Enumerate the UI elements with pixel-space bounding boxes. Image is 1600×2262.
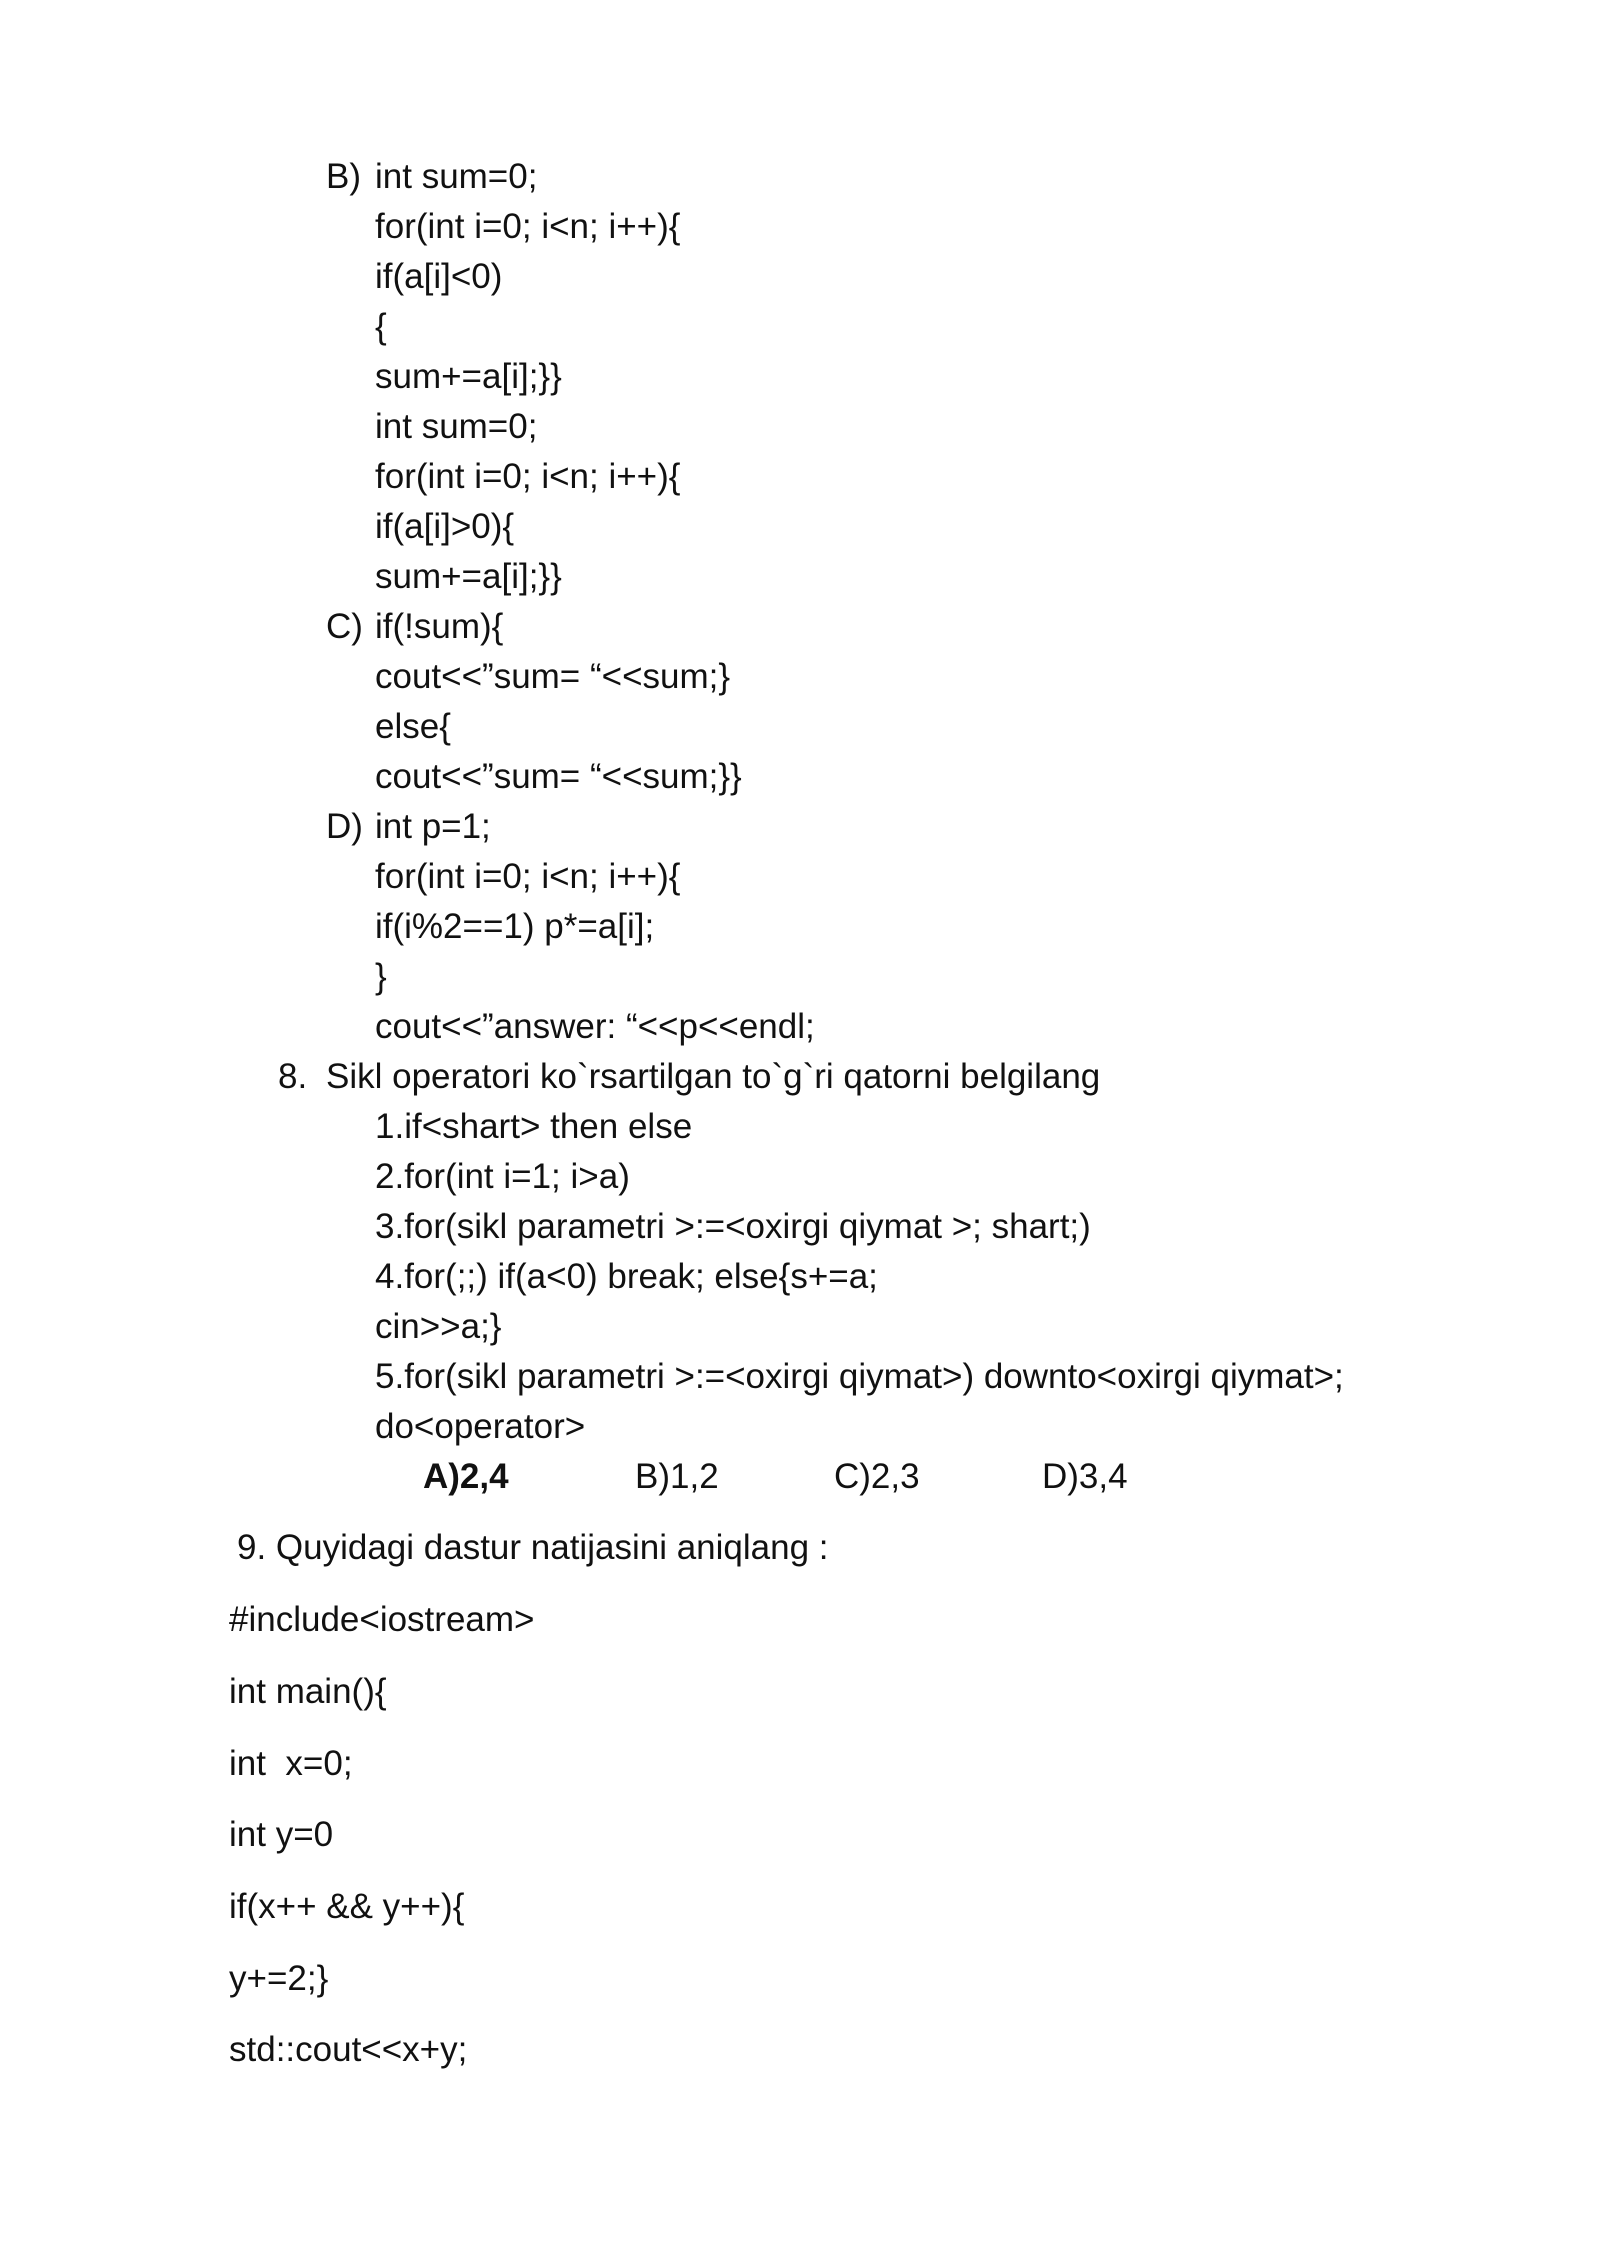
code-line: { bbox=[375, 307, 387, 346]
code-line: cout<<”sum= “<<sum;}} bbox=[375, 757, 742, 796]
code-line: else{ bbox=[375, 707, 451, 746]
q9-code-line: int x=0; bbox=[229, 1744, 353, 1783]
option-d-letter: D) bbox=[326, 807, 363, 846]
question-8-item: do<operator> bbox=[375, 1407, 586, 1446]
code-line: sum+=a[i];}} bbox=[375, 557, 562, 596]
question-8-item: 2.for(int i=1; i>a) bbox=[375, 1157, 630, 1196]
code-line: if(i%2==1) p*=a[i]; bbox=[375, 907, 655, 946]
code-line: int p=1; bbox=[375, 807, 491, 846]
code-line: for(int i=0; i<n; i++){ bbox=[375, 857, 681, 896]
code-line: if(!sum){ bbox=[375, 607, 504, 646]
question-8-text: Sikl operatori ko`rsartilgan to`g`ri qatorni belgilang bbox=[326, 1057, 1101, 1096]
q9-code-line: y+=2;} bbox=[229, 1959, 329, 1998]
question-8-item: 1.if<shart> then else bbox=[375, 1107, 693, 1146]
question-8-number: 8. bbox=[278, 1057, 308, 1096]
answer-a: A)2,4 bbox=[423, 1457, 509, 1496]
option-b-letter: B) bbox=[326, 157, 361, 196]
question-8-item: 5.for(sikl parametri >:=<oxirgi qiymat>) downto<oxirgi qiymat>; bbox=[375, 1357, 1344, 1396]
code-line: for(int i=0; i<n; i++){ bbox=[375, 457, 681, 496]
option-c-letter: C) bbox=[326, 607, 363, 646]
code-line: if(a[i]>0){ bbox=[375, 507, 515, 546]
q9-code-line: std::cout<<x+y; bbox=[229, 2030, 468, 2069]
question-8-item: 4.for(;;) if(a<0) break; else{s+=a; bbox=[375, 1257, 878, 1296]
question-8-item: 3.for(sikl parametri >:=<oxirgi qiymat >; shart;) bbox=[375, 1207, 1091, 1246]
code-line: int sum=0; bbox=[375, 407, 538, 446]
code-line: for(int i=0; i<n; i++){ bbox=[375, 207, 681, 246]
question-8-item: cin>>a;} bbox=[375, 1307, 502, 1346]
code-line: cout<<”sum= “<<sum;} bbox=[375, 657, 731, 696]
code-line: if(a[i]<0) bbox=[375, 257, 503, 296]
q9-code-line: int y=0 bbox=[229, 1815, 334, 1854]
code-line: } bbox=[375, 957, 387, 996]
answer-d: D)3,4 bbox=[1042, 1457, 1128, 1496]
q9-code-line: int main(){ bbox=[229, 1672, 387, 1711]
code-line: cout<<”answer: “<<p<<endl; bbox=[375, 1007, 815, 1046]
code-line: sum+=a[i];}} bbox=[375, 357, 562, 396]
q9-code-line: if(x++ && y++){ bbox=[229, 1887, 465, 1926]
answer-c: C)2,3 bbox=[834, 1457, 920, 1496]
answer-b: B)1,2 bbox=[635, 1457, 719, 1496]
code-line: int sum=0; bbox=[375, 157, 538, 196]
q9-code-line: #include<iostream> bbox=[229, 1600, 535, 1639]
question-9-title: 9. Quyidagi dastur natijasini aniqlang : bbox=[237, 1528, 829, 1567]
